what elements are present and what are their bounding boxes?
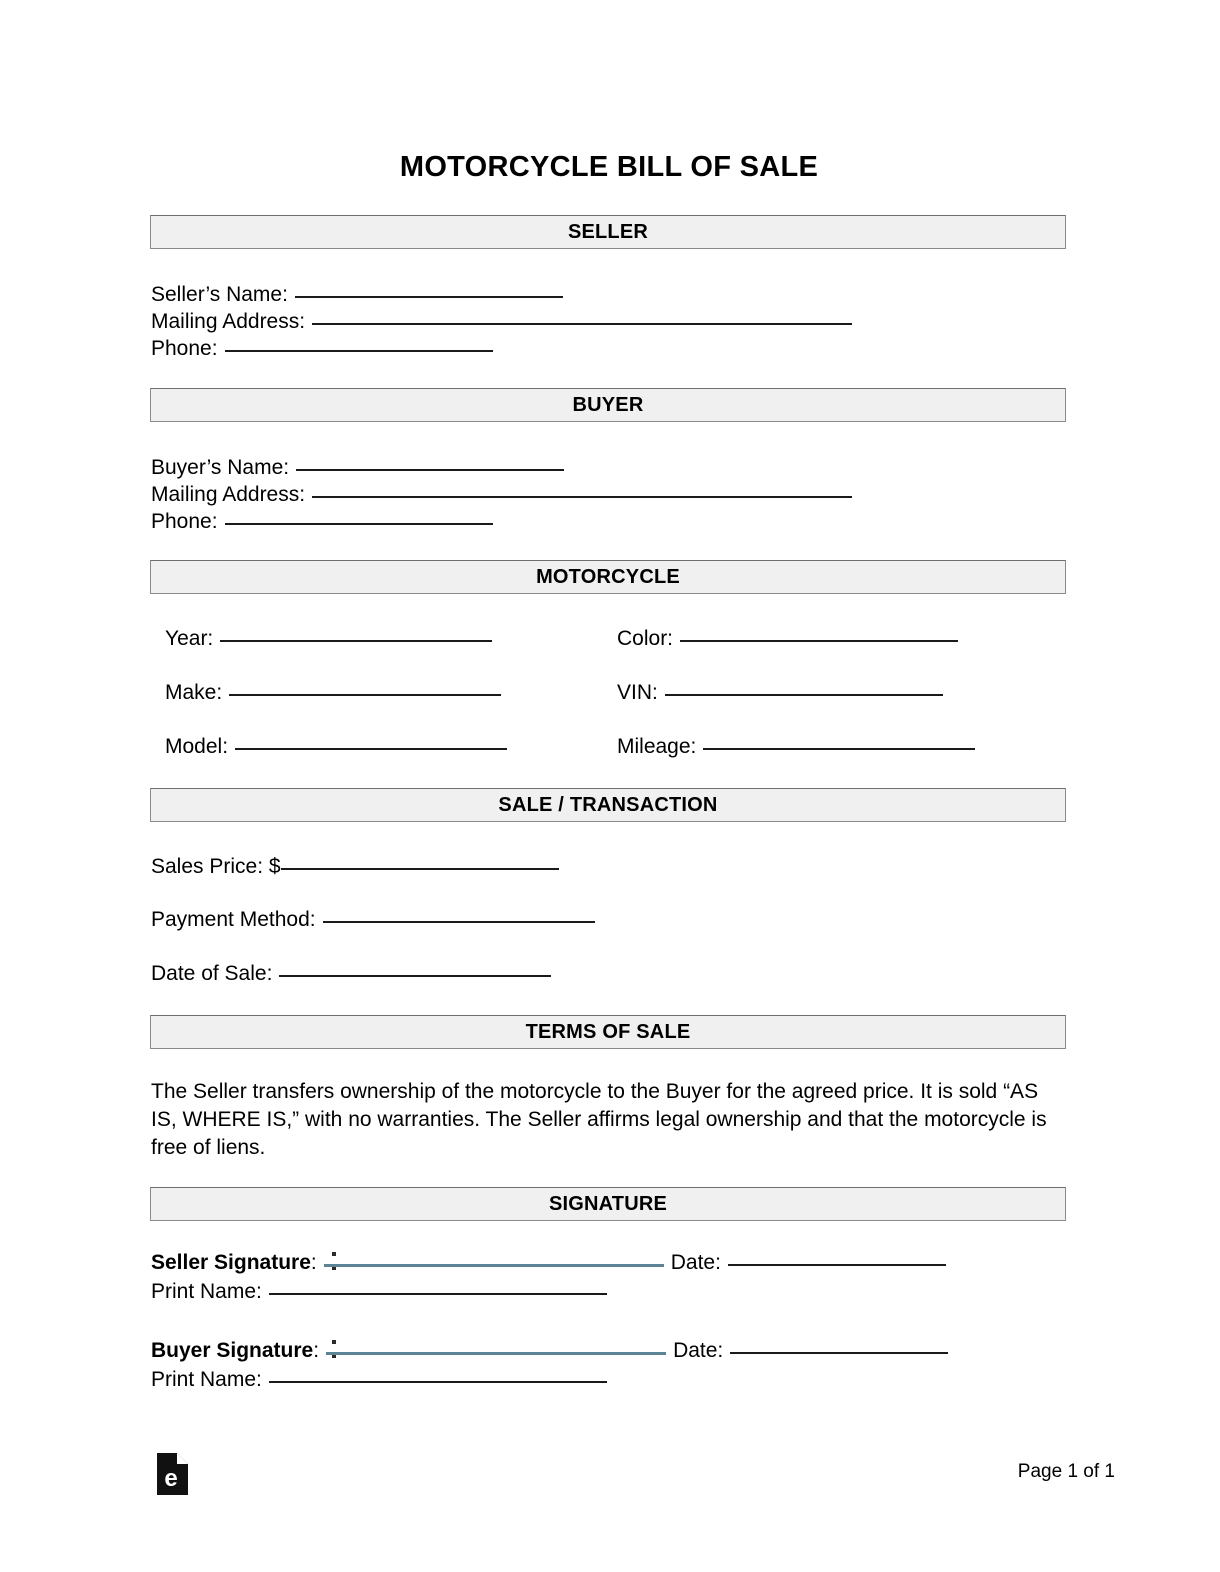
blank-line[interactable] bbox=[312, 323, 852, 325]
field-label: Seller’s Name: bbox=[151, 283, 288, 306]
date-label: Date: bbox=[670, 1251, 721, 1274]
section-header-terms-of-sale: TERMS OF SALE bbox=[150, 1015, 1066, 1049]
field-label: Make: bbox=[165, 681, 223, 704]
blank-line[interactable] bbox=[323, 921, 595, 923]
field-seller-print-name bbox=[151, 1278, 607, 1305]
page-title: MOTORCYCLE BILL OF SALE bbox=[399, 151, 819, 183]
field-label: Date of Sale: bbox=[151, 962, 273, 985]
field-label: Print Name: bbox=[151, 1280, 262, 1303]
field-label: Year: bbox=[165, 627, 214, 650]
blank-line[interactable] bbox=[281, 868, 559, 870]
field-motorcycle-model bbox=[165, 733, 507, 760]
blank-line[interactable] bbox=[225, 350, 493, 352]
field-label: Seller Signature bbox=[151, 1251, 311, 1274]
field-buyer-signature bbox=[151, 1337, 948, 1364]
field-buyer-name bbox=[151, 454, 564, 481]
field-label: Sales Price: $ bbox=[151, 855, 281, 878]
blank-line-date[interactable] bbox=[728, 1264, 946, 1266]
field-label: Mileage: bbox=[617, 735, 697, 758]
blank-line[interactable] bbox=[279, 975, 551, 977]
blank-line[interactable] bbox=[703, 748, 975, 750]
field-label: Mailing Address: bbox=[151, 310, 306, 333]
field-label: Phone: bbox=[151, 337, 218, 360]
date-label: Date: bbox=[673, 1339, 724, 1362]
section-header-signature: SIGNATURE bbox=[150, 1187, 1066, 1221]
blank-line[interactable] bbox=[229, 694, 501, 696]
field-motorcycle-vin bbox=[617, 679, 943, 706]
blank-line-date[interactable] bbox=[730, 1352, 948, 1354]
section-header-buyer: BUYER bbox=[150, 388, 1066, 422]
field-sales-price bbox=[151, 853, 559, 880]
blank-line[interactable] bbox=[312, 496, 852, 498]
blank-line[interactable] bbox=[269, 1381, 607, 1383]
blank-line[interactable] bbox=[225, 523, 493, 525]
field-date-of-sale bbox=[151, 960, 551, 987]
blank-line[interactable] bbox=[295, 296, 563, 298]
eforms-logo-icon bbox=[157, 1453, 188, 1495]
signature-line[interactable] bbox=[324, 1264, 664, 1267]
field-label: VIN: bbox=[617, 681, 658, 704]
field-motorcycle-color bbox=[617, 625, 958, 652]
field-label: Print Name: bbox=[151, 1368, 262, 1391]
terms-paragraph: The Seller transfers ownership of the motorcycle to the Buyer for the agreed price. It is sold “AS IS, WHERE IS,” with no warranties. The Seller affirms legal ownership and that the motorcycle is free of liens. bbox=[151, 1080, 1047, 1159]
field-motorcycle-year bbox=[165, 625, 492, 652]
field-label: Mailing Address: bbox=[151, 483, 306, 506]
field-motorcycle-make bbox=[165, 679, 501, 706]
field-buyer-phone bbox=[151, 508, 493, 535]
field-label: Buyer Signature bbox=[151, 1339, 314, 1362]
blank-line[interactable] bbox=[665, 694, 943, 696]
field-label-colon: : bbox=[313, 1339, 320, 1362]
field-buyer-print-name bbox=[151, 1366, 607, 1393]
section-header-motorcycle: MOTORCYCLE bbox=[150, 560, 1066, 594]
field-label: Model: bbox=[165, 735, 229, 758]
blank-line[interactable] bbox=[680, 640, 958, 642]
field-label-colon: : bbox=[310, 1251, 317, 1274]
field-label: Payment Method: bbox=[151, 908, 316, 931]
field-motorcycle-mileage bbox=[617, 733, 975, 760]
field-seller-address bbox=[151, 308, 852, 335]
page-number: Page 1 of 1 bbox=[1017, 1461, 1115, 1482]
signature-line[interactable] bbox=[326, 1352, 666, 1355]
field-label: Buyer’s Name: bbox=[151, 456, 290, 479]
section-header-seller: SELLER bbox=[150, 215, 1066, 249]
field-seller-name bbox=[151, 281, 563, 308]
blank-line[interactable] bbox=[269, 1293, 607, 1295]
field-buyer-address bbox=[151, 481, 852, 508]
field-label: Color: bbox=[617, 627, 674, 650]
field-seller-signature bbox=[151, 1249, 946, 1276]
field-seller-phone bbox=[151, 335, 493, 362]
field-label: Phone: bbox=[151, 510, 218, 533]
blank-line[interactable] bbox=[220, 640, 492, 642]
eforms-logo-letter: e bbox=[164, 1465, 178, 1492]
section-header-sale-transaction: SALE / TRANSACTION bbox=[150, 788, 1066, 822]
blank-line[interactable] bbox=[296, 469, 564, 471]
blank-line[interactable] bbox=[235, 748, 507, 750]
field-payment-method bbox=[151, 906, 595, 933]
